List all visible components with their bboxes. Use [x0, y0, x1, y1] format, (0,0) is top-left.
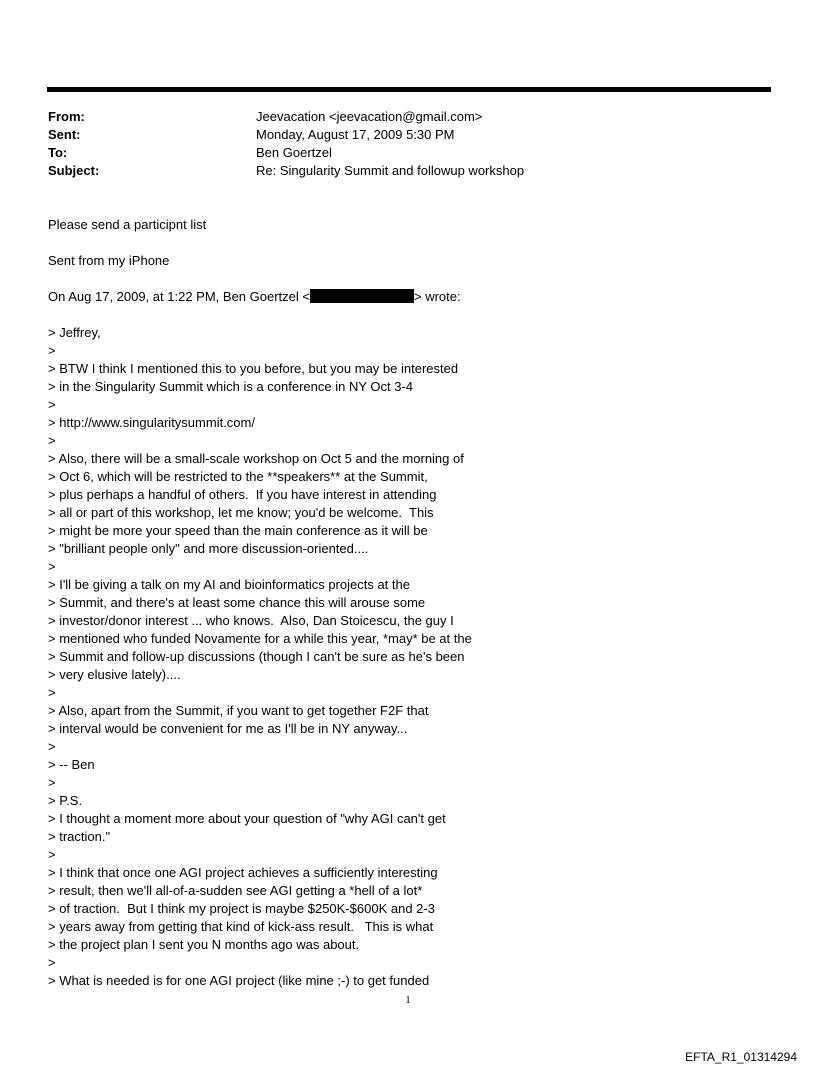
quoted-line: > Oct 6, which will be restricted to the **speakers** at the Summit,: [48, 469, 428, 484]
quoted-line: > I think that once one AGI project achieves a sufficiently interesting: [48, 865, 438, 880]
quoted-line: > plus perhaps a handful of others. If you have interest in attending: [48, 487, 437, 502]
from-label: From:: [48, 109, 85, 124]
sent-row: [48, 126, 524, 144]
reply-line: Please send a participnt list: [48, 217, 207, 232]
email-header: [48, 108, 524, 180]
quoted-line: > Summit and follow-up discussions (though I can't be sure as he's been: [48, 649, 465, 664]
quoted-line: > mentioned who funded Novamente for a while this year, *may* be at the: [48, 631, 472, 646]
quoted-line: > P.S.: [48, 793, 83, 808]
document-id: EFTA_R1_01314294: [685, 1050, 797, 1064]
quoted-line: >: [48, 775, 56, 790]
quoted-line: > "brilliant people only" and more discussion-oriented....: [48, 541, 369, 556]
quoted-message: [48, 324, 472, 990]
quoted-line: > -- Ben: [48, 757, 95, 772]
quoted-line: > What is needed is for one AGI project (like mine ;-) to get funded: [48, 973, 430, 988]
attribution-line: [48, 288, 472, 306]
quoted-line: > all or part of this workshop, let me know; you'd be welcome. This: [48, 505, 434, 520]
quoted-line: > Also, there will be a small-scale workshop on Oct 5 and the morning of: [48, 451, 464, 466]
quoted-line: >: [48, 397, 56, 412]
signature-line: Sent from my iPhone: [48, 253, 170, 268]
email-body: [48, 216, 472, 990]
quoted-line: >: [48, 559, 56, 574]
quoted-line: > of traction. But I think my project is maybe $250K-$600K and 2-3: [48, 901, 435, 916]
quoted-line: >: [48, 685, 56, 700]
quoted-line: > I thought a moment more about your question of "why AGI can't get: [48, 811, 446, 826]
quoted-line: >: [48, 955, 56, 970]
attribution-prefix: On Aug 17, 2009, at 1:22 PM, Ben Goertzel <: [48, 289, 310, 304]
quoted-line: >: [48, 739, 56, 754]
attribution-suffix: > wrote:: [413, 289, 461, 304]
quoted-line: > investor/donor interest ... who knows. Also, Dan Stoicescu, the guy I: [48, 613, 454, 628]
sent-label: Sent:: [48, 127, 81, 142]
quoted-line: > very elusive lately)....: [48, 667, 181, 682]
quoted-line: > might be more your speed than the main conference as it will be: [48, 523, 428, 538]
quoted-line: > http://www.singularitysummit.com/: [48, 415, 255, 430]
quoted-line: > the project plan I sent you N months ago was about.: [48, 937, 360, 952]
header-divider: [47, 87, 771, 92]
subject-row: [48, 162, 524, 180]
from-row: [48, 108, 524, 126]
quoted-line: > traction.": [48, 829, 111, 844]
quoted-line: > Summit, and there's at least some chance this will arouse some: [48, 595, 426, 610]
to-label: To:: [48, 145, 68, 160]
quoted-line: > Jeffrey,: [48, 325, 101, 340]
quoted-line: >: [48, 847, 56, 862]
quoted-line: > I'll be giving a talk on my AI and bioinformatics projects at the: [48, 577, 410, 592]
quoted-line: > Also, apart from the Summit, if you want to get together F2F that: [48, 703, 429, 718]
to-row: [48, 144, 524, 162]
quoted-line: > years away from getting that kind of kick-ass result. This is what: [48, 919, 434, 934]
quoted-line: >: [48, 433, 56, 448]
page-number: 1: [405, 994, 411, 1006]
from-value: Jeevacation <jeevacation@gmail.com>: [256, 109, 483, 124]
quoted-line: > in the Singularity Summit which is a conference in NY Oct 3-4: [48, 379, 414, 394]
subject-label: Subject:: [48, 163, 100, 178]
quoted-line: > interval would be convenient for me as I'll be in NY anyway...: [48, 721, 408, 736]
to-value: Ben Goertzel: [256, 145, 332, 160]
quoted-line: >: [48, 343, 56, 358]
redaction-box: [310, 289, 414, 303]
quoted-line: > result, then we'll all-of-a-sudden see AGI getting a *hell of a lot*: [48, 883, 423, 898]
quoted-line: > BTW I think I mentioned this to you before, but you may be interested: [48, 361, 459, 376]
subject-value: Re: Singularity Summit and followup workshop: [256, 163, 525, 178]
sent-value: Monday, August 17, 2009 5:30 PM: [256, 127, 455, 142]
